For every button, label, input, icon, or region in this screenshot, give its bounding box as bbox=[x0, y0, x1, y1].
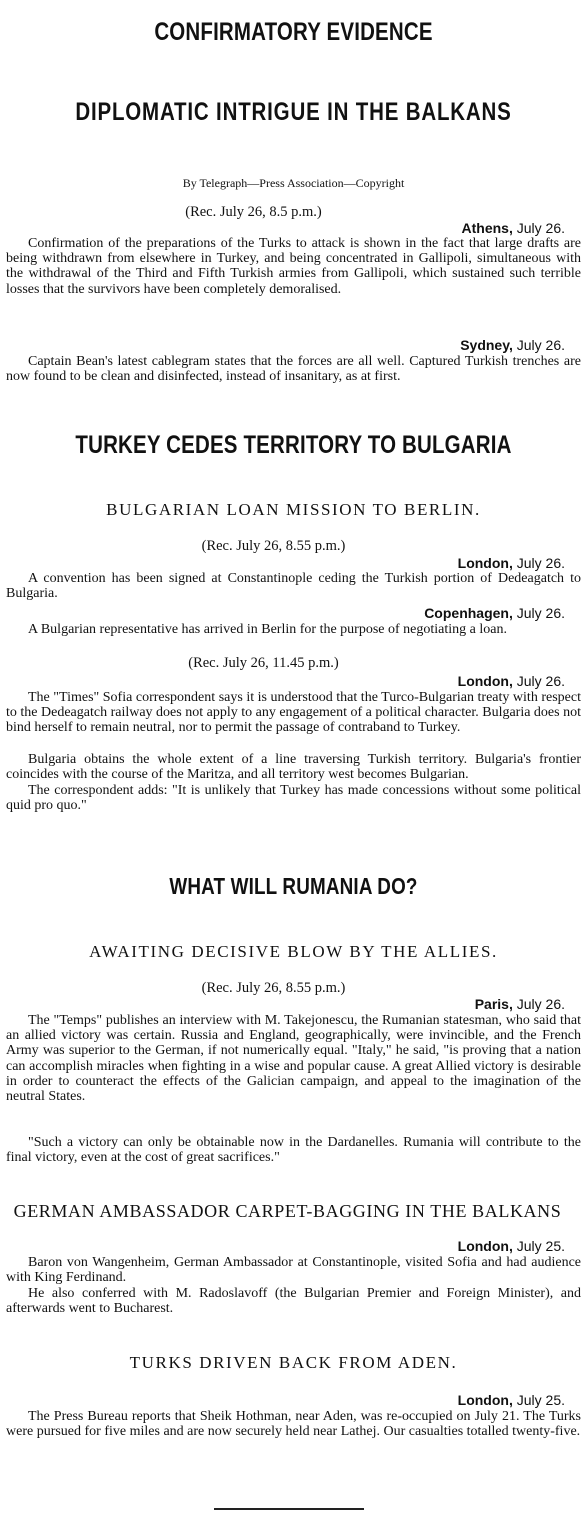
headline-confirmatory-evidence: CONFIRMATORY EVIDENCE bbox=[154, 18, 433, 46]
received-time: (Rec. July 26, 11.45 p.m.) bbox=[188, 655, 339, 671]
dateline-london: London, July 25. bbox=[457, 1238, 565, 1254]
headline-bulgarian-loan: BULGARIAN LOAN MISSION TO BERLIN. bbox=[106, 500, 481, 519]
paragraph-correspondent-adds: The correspondent adds: "It is unlikely that Turkey has made concessions without some political quid pro quo." bbox=[6, 783, 581, 814]
dateline-athens: Athens, July 26. bbox=[461, 220, 565, 236]
paragraph-athens: Confirmation of the preparations of the Turks to attack is shown in the fact that large drafts are being withdrawn from elsewhere in Turkey, and being concentrated in Gallipoli, simultaneous with the withdrawal of the Third and Fifth Turkish armies from Gallipoli, which sustained such terrible losses that the survivors have been completely demoralised. bbox=[6, 236, 581, 297]
received-time: (Rec. July 26, 8.55 p.m.) bbox=[201, 538, 346, 554]
headline-rumania: WHAT WILL RUMANIA DO? bbox=[169, 873, 418, 899]
headline-diplomatic-intrigue: DIPLOMATIC INTRIGUE IN THE BALKANS bbox=[75, 98, 512, 126]
paragraph-temps-interview: The "Temps" publishes an interview with M. Takejonescu, the Rumanian statesman, who said that an allied victory was certain. Russia and England, geographically, were invincible, and the French Army was superior to the German, if not numerically equal. "Italy," he said, "is proving that a nation can accomplish miracles when fighting in a wise and popular cause. A great Allied victory is desirable in order to counteract the effects of the Galician campaign, and appeal to the imagination of the neutral States. bbox=[6, 1013, 581, 1105]
paragraph-victory: "Such a victory can only be obtainable now in the Dardanelles. Rumania will contribute to the final victory, even at the cost of great sacrifices." bbox=[6, 1135, 581, 1166]
paragraph-radoslavoff: He also conferred with M. Radoslavoff (the Bulgarian Premier and Foreign Minister), and afterwards went to Bucharest. bbox=[6, 1286, 581, 1317]
paragraph-wangenheim: Baron von Wangenheim, German Ambassador at Constantinople, visited Sofia and had audience with King Ferdinand. bbox=[6, 1255, 581, 1286]
dateline-copenhagen: Copenhagen, July 26. bbox=[424, 605, 565, 621]
headline-aden: TURKS DRIVEN BACK FROM ADEN. bbox=[129, 1353, 458, 1372]
dateline-paris: Paris, July 26. bbox=[474, 996, 565, 1012]
paragraph-times-sofia: The "Times" Sofia correspondent says it is understood that the Turco-Bulgarian treaty with respect to the Dedeagatch railway does not apply to any engagement of a political character. Bulgaria does not bind herself to remain neutral, nor to permit the passage of contraband to Turkey. bbox=[6, 690, 581, 736]
headline-turkey-cedes: TURKEY CEDES TERRITORY TO BULGARIA bbox=[75, 431, 512, 459]
paragraph-sheik-hothman: The Press Bureau reports that Sheik Hothman, near Aden, was re-occupied on July 21. The Turks were pursued for five miles and are now securely held near Lathej. Our casualties totalled twenty-five. bbox=[6, 1409, 581, 1440]
headline-german-ambassador: GERMAN AMBASSADOR CARPET-BAGGING IN THE BALKANS bbox=[13, 1201, 562, 1221]
paragraph-sydney: Captain Bean's latest cablegram states that the forces are all well. Captured Turkish trenches are now found to be clean and disinfected, instead of insanitary, as at first. bbox=[6, 354, 581, 385]
paragraph-bulgaria-obtains: Bulgaria obtains the whole extent of a line traversing Turkish territory. Bulgaria's frontier coincides with the course of the Maritza, and all territory west becomes Bulgarian. bbox=[6, 752, 581, 783]
dateline-london: London, July 26. bbox=[457, 673, 565, 689]
dateline-london: London, July 26. bbox=[457, 555, 565, 571]
dateline-sydney: Sydney, July 26. bbox=[460, 337, 565, 353]
wire-credit: By Telegraph—Press Association—Copyright bbox=[182, 176, 405, 190]
dateline-london: London, July 25. bbox=[457, 1392, 565, 1408]
headline-awaiting-blow: AWAITING DECISIVE BLOW BY THE ALLIES. bbox=[89, 942, 498, 961]
received-time: (Rec. July 26, 8.5 p.m.) bbox=[185, 204, 322, 220]
paragraph-convention: A convention has been signed at Constantinople ceding the Turkish portion of Dedeagatch to Bulgaria. bbox=[6, 571, 581, 602]
paragraph-bulgarian-representative: A Bulgarian representative has arrived in Berlin for the purpose of negotiating a loan. bbox=[28, 622, 507, 637]
closing-rule bbox=[214, 1508, 364, 1510]
received-time: (Rec. July 26, 8.55 p.m.) bbox=[201, 980, 346, 996]
